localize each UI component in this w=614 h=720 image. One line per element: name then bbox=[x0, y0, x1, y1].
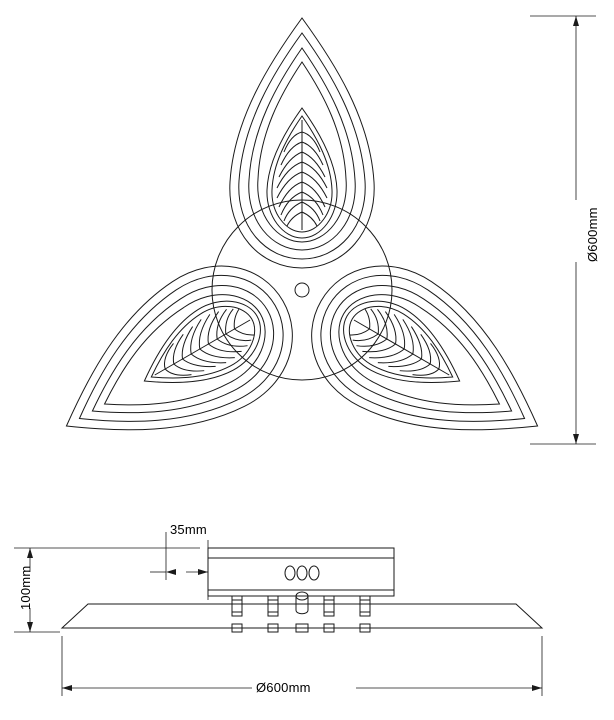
dimension-label-offset-35mm: 35mm bbox=[170, 522, 207, 537]
leaf-left bbox=[285, 238, 574, 488]
button-1 bbox=[285, 566, 295, 580]
leg-3 bbox=[324, 596, 334, 616]
dimension-label-height-100mm: 100mm bbox=[18, 565, 33, 610]
button-3 bbox=[309, 566, 319, 580]
dimension-offset-35mm bbox=[150, 532, 208, 600]
button-2 bbox=[297, 566, 307, 580]
side-view-group bbox=[62, 548, 542, 632]
dimension-label-diameter-vertical: Ø600mm bbox=[585, 207, 600, 262]
center-hole bbox=[295, 283, 309, 297]
dimension-label-diameter-horizontal: Ø600mm bbox=[256, 680, 311, 695]
leaf-right bbox=[30, 238, 319, 488]
dimension-height-100mm bbox=[14, 548, 200, 632]
leg-4 bbox=[360, 596, 370, 616]
leg-1 bbox=[232, 596, 242, 616]
housing-box bbox=[208, 548, 394, 596]
leg-2 bbox=[268, 596, 278, 616]
top-view-group bbox=[30, 18, 573, 489]
leaf-top bbox=[230, 18, 374, 268]
